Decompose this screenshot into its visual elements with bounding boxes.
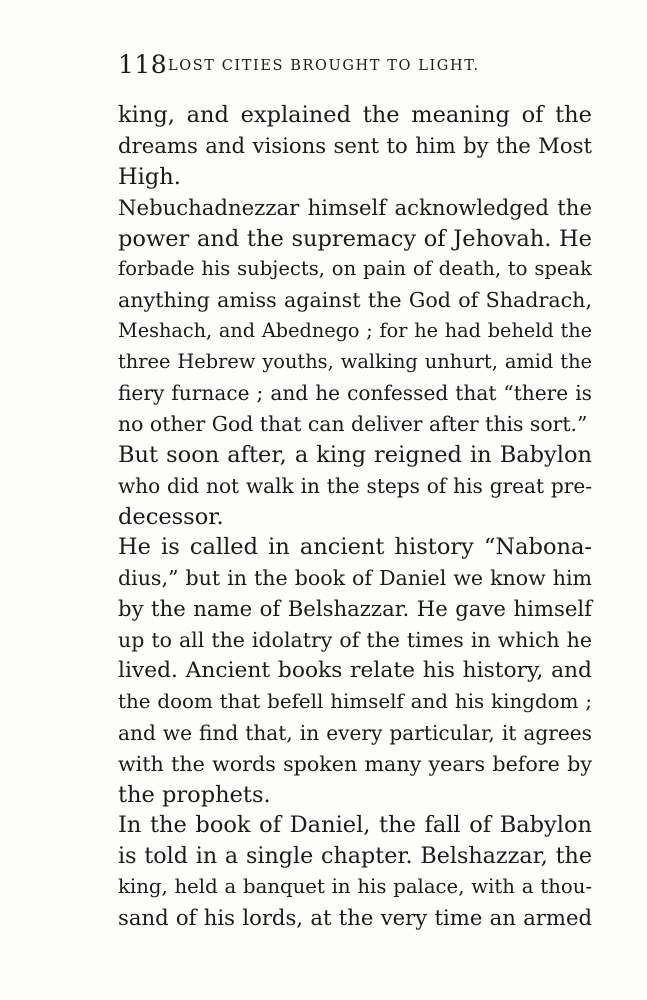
running-title: LOST CITIES BROUGHT TO LIGHT. bbox=[168, 58, 480, 74]
text-line: and we find that, in every particular, it agrees bbox=[118, 720, 592, 745]
text-line: is told in a single chapter. Belshazzar, the bbox=[118, 843, 592, 870]
text-line: sand of his lords, at the very time an armed bbox=[118, 905, 592, 931]
text-line: Nebuchadnezzar himself acknowledged the bbox=[118, 194, 592, 220]
text-line: the prophets. bbox=[118, 781, 271, 808]
text-line: anything amiss against the God of Shadrach, bbox=[118, 288, 592, 313]
text-line: But soon after, a king reigned in Babylon bbox=[118, 441, 592, 468]
text-line: three Hebrew youths, walking unhurt, amid the bbox=[118, 350, 592, 374]
text-line: power and the supremacy of Jehovah. He bbox=[118, 225, 592, 252]
text-line: by the name of Belshazzar. He gave himself bbox=[118, 596, 592, 622]
text-line: He is called in ancient history “Nabona- bbox=[118, 534, 592, 561]
text-line: up to all the idolatry of the times in which he bbox=[118, 628, 592, 653]
text-line: forbade his subjects, on pain of death, to speak bbox=[118, 257, 592, 281]
text-line: decessor. bbox=[118, 503, 224, 530]
text-line: lived. Ancient books relate his history, and bbox=[118, 658, 592, 684]
text-line: Meshach, and Abednego ; for he had beheld the bbox=[118, 319, 592, 343]
text-line: the doom that befell himself and his kingdom ; bbox=[118, 689, 592, 713]
text-line: no other God that can deliver after this sort.” bbox=[118, 411, 588, 436]
body-text bbox=[118, 100, 592, 934]
text-line: dreams and visions sent to him by the Most bbox=[118, 132, 592, 158]
text-line: king, and explained the meaning of the bbox=[118, 102, 592, 128]
running-head bbox=[118, 50, 598, 80]
text-line: fiery furnace ; and he confessed that “there is bbox=[118, 381, 592, 406]
text-line: High. bbox=[118, 163, 181, 190]
text-line: who did not walk in the steps of his great pre- bbox=[118, 473, 592, 498]
text-line: In the book of Daniel, the fall of Babylon bbox=[118, 812, 592, 839]
text-line: with the words spoken many years before by bbox=[118, 751, 592, 776]
text-line: king, held a banquet in his palace, with a thou- bbox=[118, 875, 592, 899]
page-number: 118 bbox=[118, 50, 168, 79]
text-line: dius,” but in the book of Daniel we know him bbox=[118, 566, 592, 591]
